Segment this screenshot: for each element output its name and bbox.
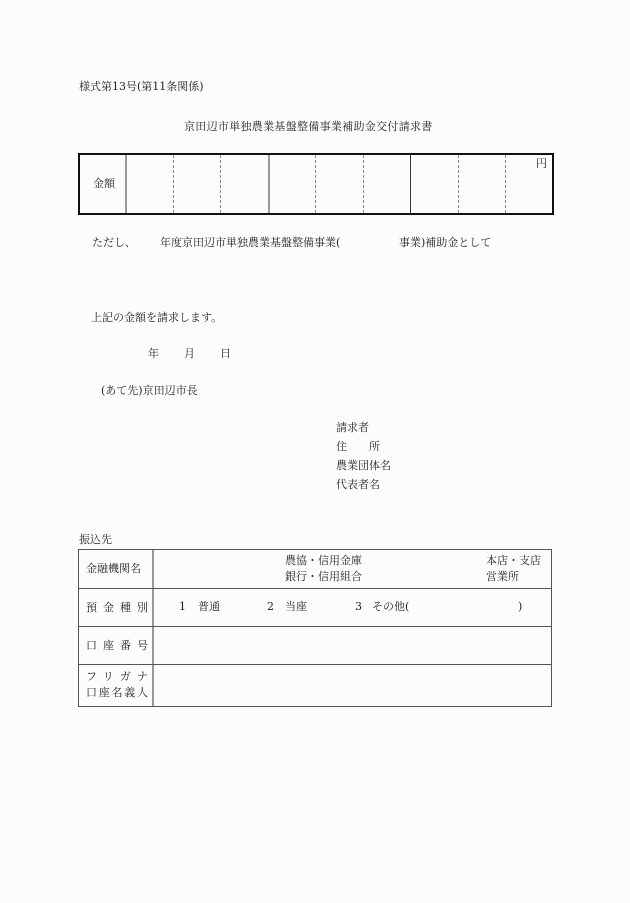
document-title: 京田辺市単独農業基盤整備事業補助金交付請求書	[184, 120, 433, 133]
amount-table	[78, 153, 554, 215]
date-month: 月	[184, 347, 195, 360]
branch-type-line1: 本店・支店	[486, 554, 541, 567]
account-number-input[interactable]	[155, 627, 552, 664]
organization-label: 農業団体名	[336, 459, 391, 472]
option-1-num: 1	[179, 600, 186, 613]
bank-type-line2: 銀行・信用組合	[285, 570, 362, 583]
option-2-num: 2	[267, 600, 274, 613]
address-label: 住 所	[336, 440, 380, 453]
form-number: 様式第13号(第11条関係)	[79, 80, 204, 93]
amount-label: 金額	[93, 177, 115, 190]
deposit-type-label: 預金種別	[86, 601, 148, 614]
addressee: (あて先)京田辺市長	[101, 384, 198, 397]
option-2-current[interactable]: 当座	[285, 600, 307, 613]
proviso-suffix: 事業)補助金として	[399, 236, 492, 249]
branch-type-line2: 営業所	[486, 570, 519, 583]
bank-name-input[interactable]	[155, 550, 552, 588]
furigana-label: フリガナ	[86, 670, 148, 683]
bank-name-label: 金融機関名	[86, 562, 141, 575]
date-day: 日	[220, 347, 231, 360]
account-number-label: 口座番号	[86, 639, 148, 652]
option-1-ordinary[interactable]: 普通	[198, 600, 220, 613]
bank-transfer-table	[78, 549, 552, 707]
request-statement: 上記の金額を請求します。	[91, 311, 223, 324]
yen-unit: 円	[536, 157, 547, 170]
bank-type-line1: 農協・信用金庫	[285, 554, 362, 567]
transfer-heading: 振込先	[79, 533, 112, 546]
amount-digit-input[interactable]	[127, 155, 552, 213]
proviso-prefix: ただし、	[92, 236, 136, 249]
representative-label: 代表者名	[336, 478, 380, 491]
option-3-close-paren: )	[518, 600, 523, 613]
account-holder-input[interactable]	[155, 665, 552, 707]
requester-heading: 請求者	[336, 421, 369, 434]
account-holder-label: 口座名義人	[86, 686, 148, 699]
option-3-num: 3	[355, 600, 362, 613]
proviso-middle: 年度京田辺市単独農業基盤整備事業(	[160, 236, 341, 249]
option-3-other[interactable]: その他(	[372, 600, 410, 613]
date-year: 年	[148, 347, 159, 360]
